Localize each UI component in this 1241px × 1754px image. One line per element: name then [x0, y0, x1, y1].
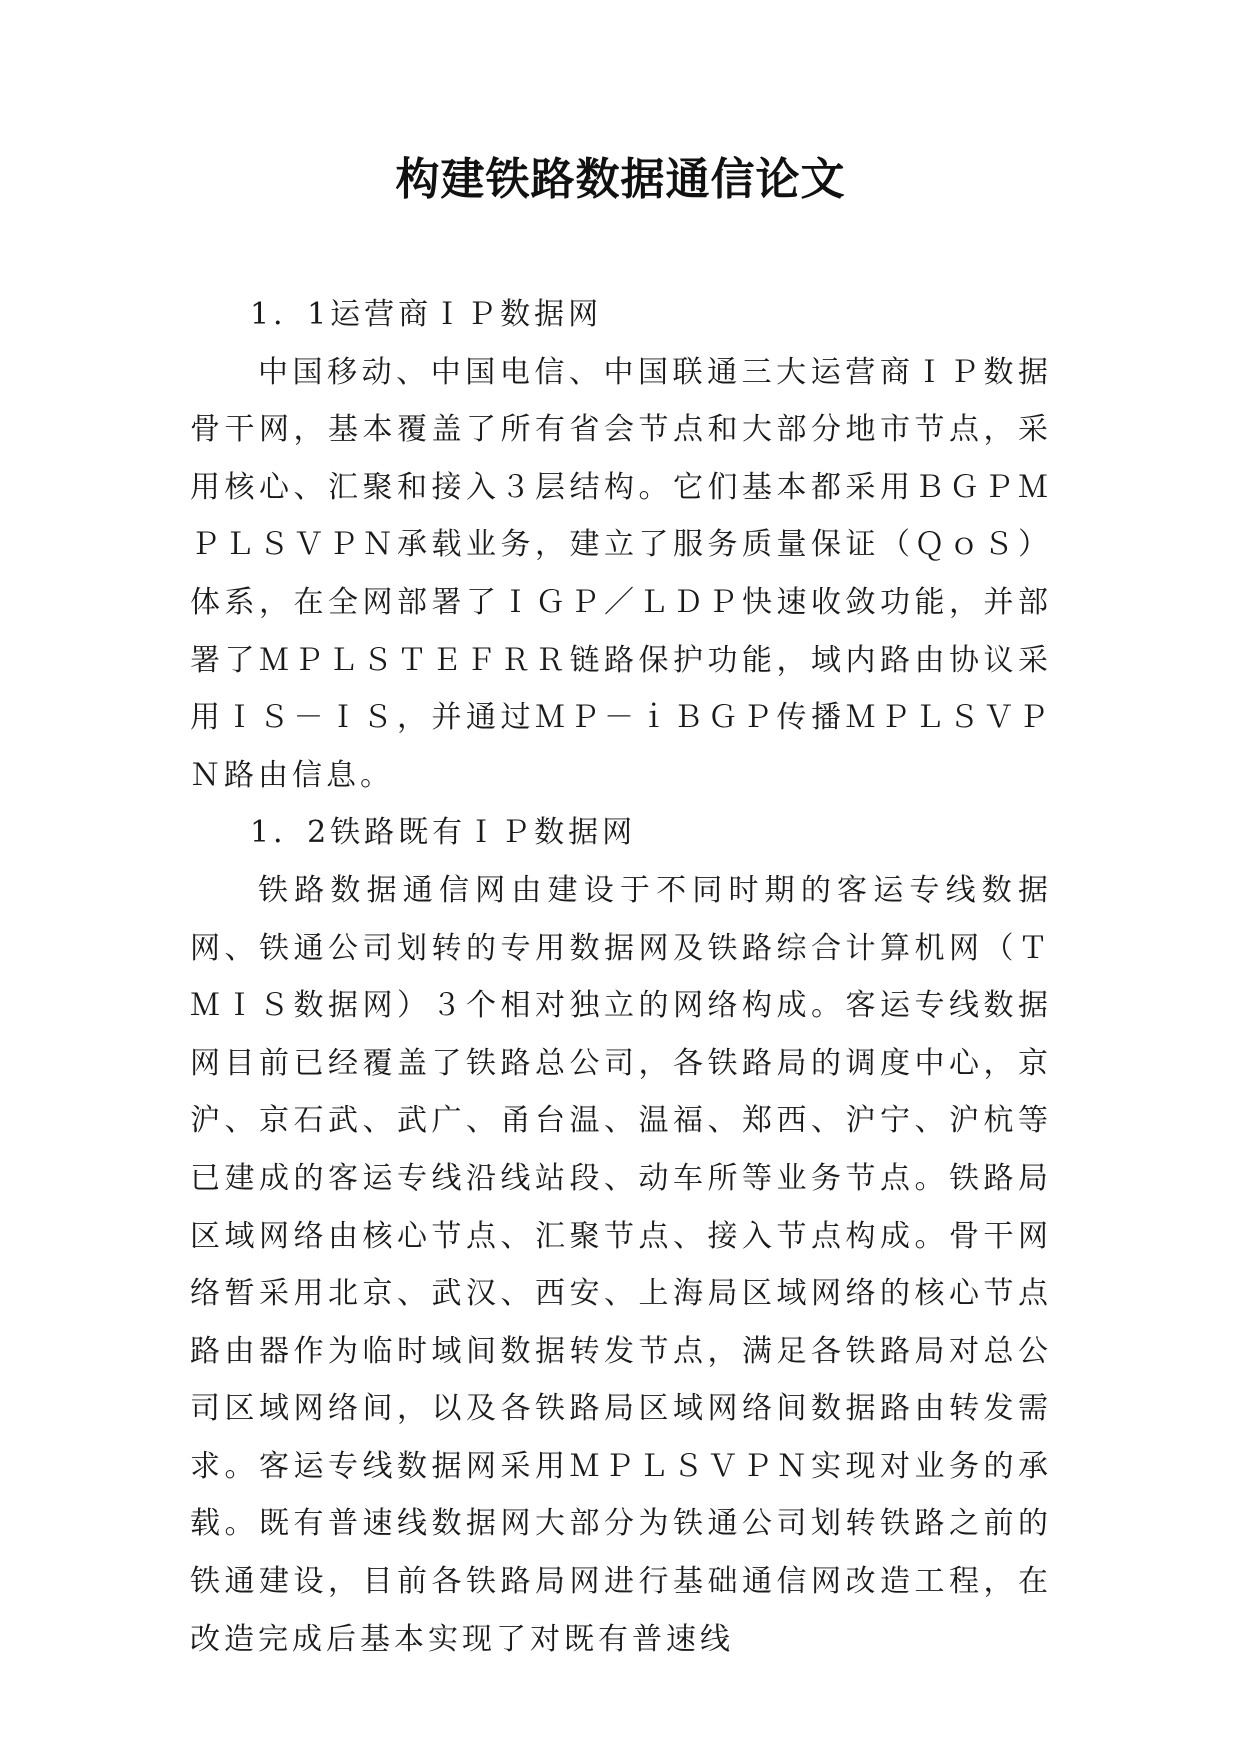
section-heading: 1．2铁路既有ＩＰ数据网	[250, 815, 637, 851]
section-paragraph: 铁路数据通信网由建设于不同时期的客运专线数据网、铁通公司划转的专用数据网及铁路综合计算机网（ＴＭＩＳ数据网）３个相对独立的网络构成。客运专线数据网目前已经覆盖了铁路总公司，各铁路局的调度中心，京沪、京石武、武广、甬台温、温福、郑西、沪宁、沪杭等已建成的客运专线沿线站段、动车所等业务节点。铁路局区域网络由核心节点、汇聚节点、接入节点构成。骨干网络暂采用北京、武汉、西安、上海局区域网络的核心节点路由器作为临时域间数据转发节点，满足各铁路局对总公司区域网络间，以及各铁路局区域网络间数据路由转发需求。客运专线数据网采用ＭＰＬＳＶＰＮ实现对业务的承载。既有普速线数据网大部分为铁通公司划转铁路之前的铁通建设，目前各铁路局网进行基础通信网改造工程，在改造完成后基本实现了对既有普速线	[190, 872, 1052, 1657]
section-paragraph: 中国移动、中国电信、中国联通三大运营商ＩＰ数据骨干网，基本覆盖了所有省会节点和大部分地市节点，采用核心、汇聚和接入３层结构。它们基本都采用ＢＧＰＭＰＬＳＶＰＮ承载业务，建立了服务质量保证（ＱｏＳ）体系，在全网部署了ＩＧＰ／ＬＤＰ快速收敛功能，并部署了ＭＰＬＳＴＥＦＲＲ链路保护功能，域内路由协议采用ＩＳ－ＩＳ，并通过ＭＰ－ｉＢＧＰ传播ＭＰＬＳＶＰＮ路由信息。	[190, 354, 1052, 793]
document-title: 构建铁路数据通信论文	[395, 154, 846, 205]
document-body	[190, 286, 1052, 1668]
section-heading: 1．1运营商ＩＰ数据网	[250, 297, 603, 332]
